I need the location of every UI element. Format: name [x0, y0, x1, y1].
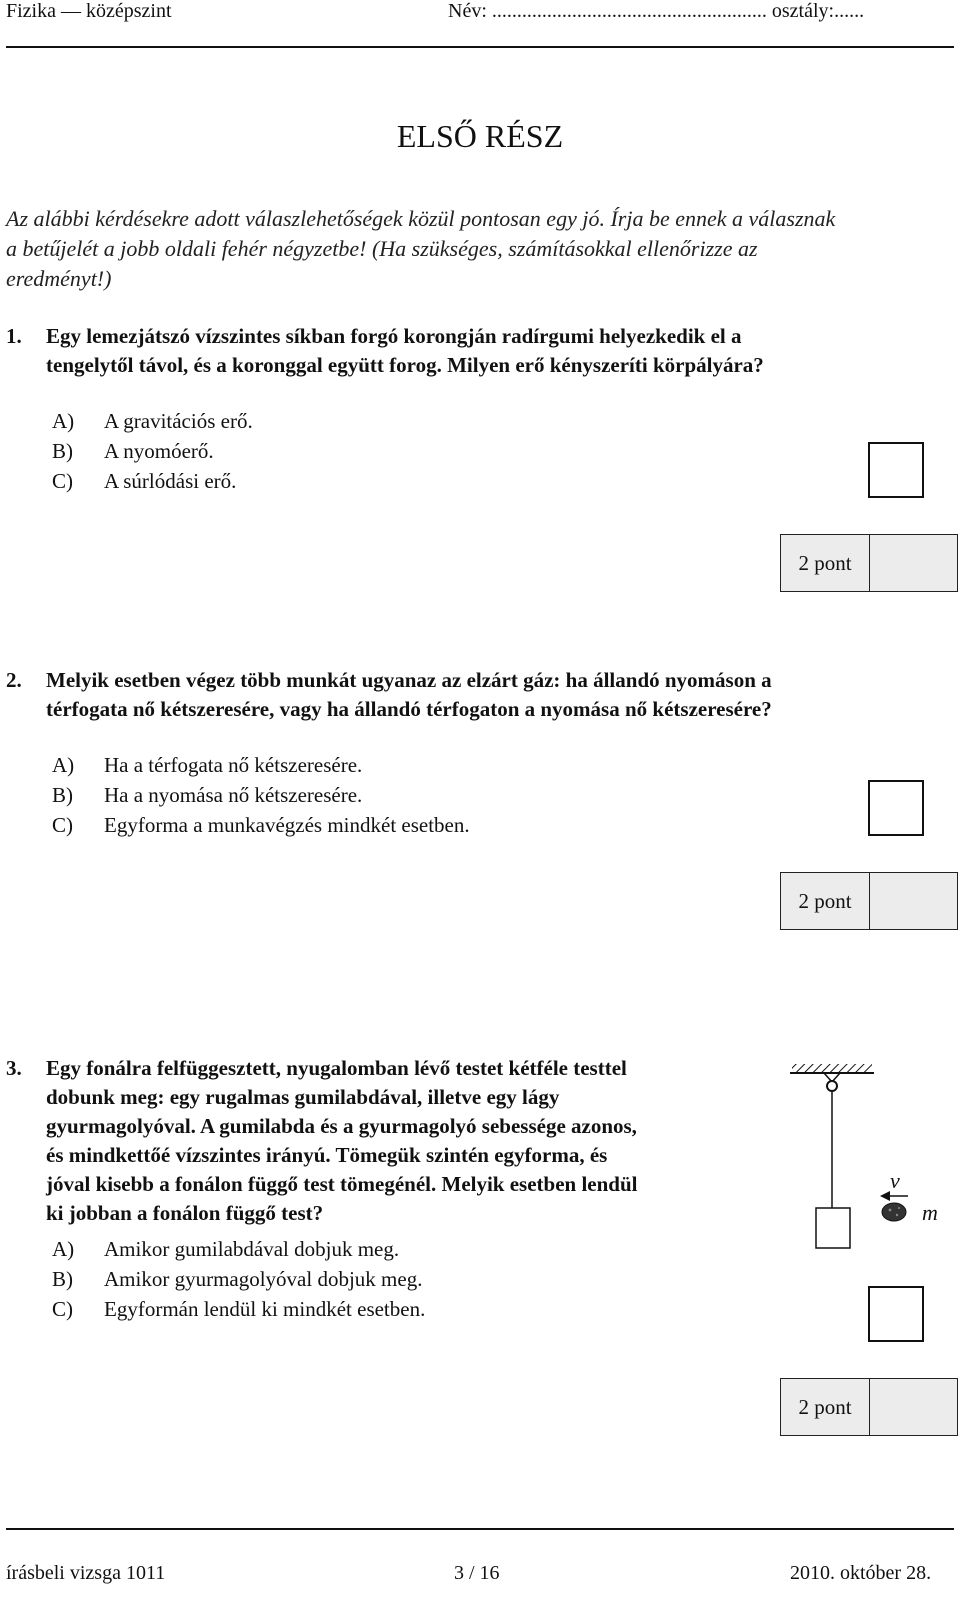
q1-score-box [780, 534, 958, 592]
footer-date: 2010. október 28. [790, 1562, 932, 1584]
q2-points-label: 2 pont [781, 873, 870, 929]
q2-option-a-text: Ha a térfogata nő kétszeresére. [104, 753, 363, 777]
instructions-line: Az alábbi kérdésekre adott válaszlehetőségek közül pontosan egy jó. Írja be ennek a válasznak [6, 206, 836, 231]
question-1-number: 1. [6, 324, 22, 348]
q3-option-b-letter: B) [52, 1267, 73, 1291]
question-2-text [46, 666, 772, 724]
q2-option-a-letter: A) [52, 753, 75, 777]
q2-score-box [780, 872, 958, 930]
q3-option-a-text: Amikor gumilabdával dobjuk meg. [104, 1237, 400, 1261]
question-line: jóval kisebb a fonálon függő test tömegénél. Melyik esetben lendül [46, 1172, 638, 1196]
question-line: Melyik esetben végez több munkát ugyanaz az elzárt gáz: ha állandó nyomáson a [46, 668, 772, 692]
q3-answer-box[interactable] [868, 1286, 924, 1342]
question-3-number: 3. [6, 1056, 22, 1080]
instructions-line: a betűjelét a jobb oldali fehér négyzetbe! (Ha szükséges, számításokkal ellenőrizze az [6, 236, 758, 261]
footer-page-number: 3 / 16 [454, 1562, 500, 1584]
header-subject: Fizika — középszint [6, 0, 172, 22]
q1-answer-box[interactable] [868, 442, 924, 498]
q1-option-b-letter: B) [52, 439, 73, 463]
q3-option-a-letter: A) [52, 1237, 75, 1261]
q3-option-c-text: Egyformán lendül ki mindkét esetben. [104, 1297, 426, 1321]
footer-rule [6, 1528, 954, 1530]
instructions-line: eredményt!) [6, 266, 112, 291]
footer-exam-code: írásbeli vizsga 1011 [6, 1562, 166, 1584]
q1-option-a-text: A gravitációs erő. [104, 409, 253, 433]
q2-option-b-letter: B) [52, 783, 73, 807]
q3-points-label: 2 pont [781, 1379, 870, 1435]
section-title: ELSŐ RÉSZ [396, 118, 564, 154]
q2-answer-box[interactable] [868, 780, 924, 836]
question-1-text [46, 322, 764, 380]
ceiling-hatch [792, 1064, 872, 1073]
mass-label: m [922, 1200, 938, 1225]
hanging-body [816, 1208, 850, 1248]
question-line: Egy lemezjátszó vízszintes síkban forgó korongján radírgumi helyezkedik el a [46, 324, 742, 348]
q2-option-c-text: Egyforma a munkavégzés mindkét esetben. [104, 813, 470, 837]
question-2-number: 2. [6, 668, 22, 692]
header-name-class-field: Név: ....................................................... osztály:...... [448, 0, 865, 22]
question-line: ki jobban a fonálon függő test? [46, 1201, 324, 1225]
question-line: és mindkettőé vízszintes irányú. Tömegük szintén egyforma, és [46, 1143, 608, 1167]
velocity-label: v [890, 1168, 900, 1193]
q2-option-b-text: Ha a nyomása nő kétszeresére. [104, 783, 363, 807]
q1-option-b-text: A nyomóerő. [104, 439, 214, 463]
question-line: térfogata nő kétszeresére, vagy ha állandó térfogaton a nyomása nő kétszeresére? [46, 697, 772, 721]
header-rule [6, 46, 954, 48]
q1-points-label: 2 pont [781, 535, 870, 591]
question-line: gyurmagolyóval. A gumilabda és a gyurmagolyó sebessége azonos, [46, 1114, 637, 1138]
clay-ball [882, 1203, 906, 1221]
question-line: tengelytől távol, és a koronggal együtt forog. Milyen erő kényszeríti körpályára? [46, 353, 764, 377]
question-line: Egy fonálra felfüggesztett, nyugalomban lévő testet kétféle testtel [46, 1056, 627, 1080]
question-3-text [46, 1054, 638, 1228]
q1-option-a-letter: A) [52, 409, 75, 433]
question-line: dobunk meg: egy rugalmas gumilabdával, illetve egy lágy [46, 1085, 560, 1109]
q2-option-c-letter: C) [52, 813, 73, 837]
velocity-arrowhead [880, 1191, 890, 1201]
q1-option-c-letter: C) [52, 469, 73, 493]
q1-option-c-text: A súrlódási erő. [104, 469, 237, 493]
pivot-point [827, 1081, 837, 1091]
instructions [6, 204, 946, 294]
q3-option-c-letter: C) [52, 1297, 73, 1321]
q3-score-box [780, 1378, 958, 1436]
pendulum-figure [780, 1054, 960, 1264]
q3-option-b-text: Amikor gyurmagolyóval dobjuk meg. [104, 1267, 423, 1291]
